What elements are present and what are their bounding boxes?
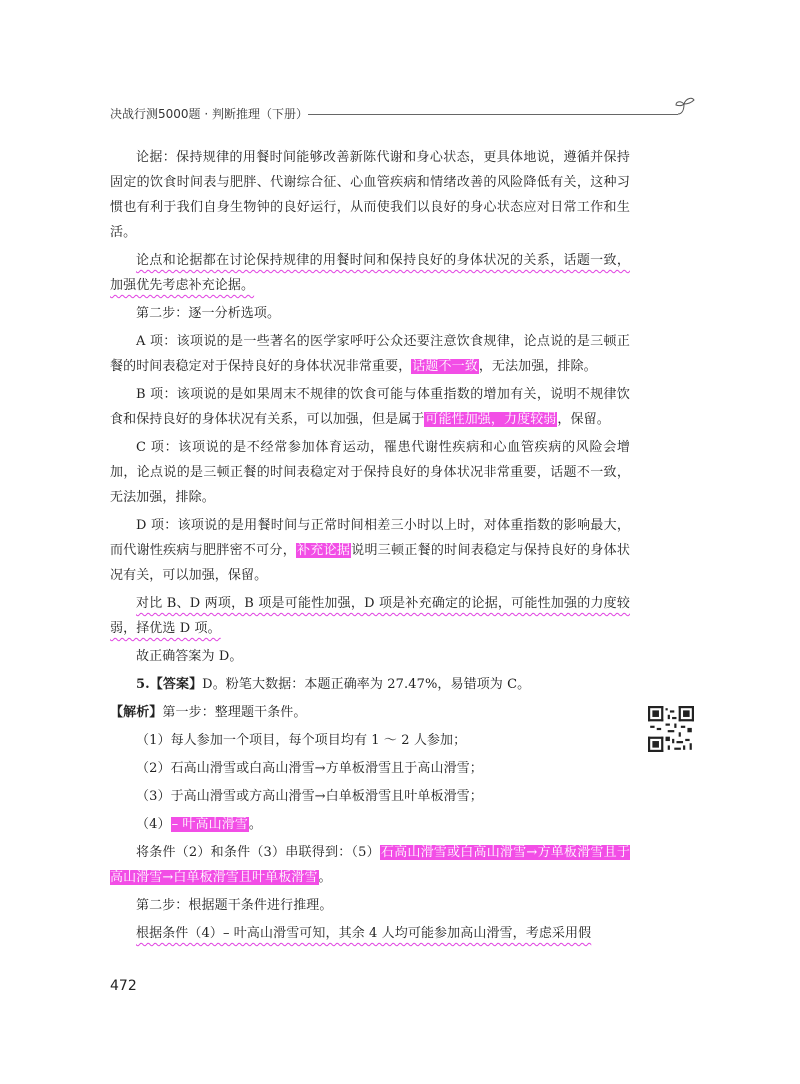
underlined-text: 对比 B、D 两项，B 项是可能性加强，D 项是补充确定的论据，可能性加强的力度较弱，择优选 D 项。 xyxy=(110,596,630,636)
page-number: 472 xyxy=(110,978,137,994)
option-a-analysis xyxy=(110,329,630,379)
text: ，无法加强，排除。 xyxy=(478,359,597,374)
text: 说明三顿正餐的时间表稳定与保持良好的身体状况有关，可以加强，保留。 xyxy=(110,543,630,583)
analysis-line xyxy=(110,700,630,725)
highlight: 石高山滑雪或白高山滑雪→方单板滑雪且于高山滑雪→白单板滑雪且叶单板滑雪 xyxy=(110,845,630,885)
condition-1: （1）每人参加一个项目，每个项目均有 1 ～ 2 人参加； xyxy=(136,733,467,748)
text: （4） xyxy=(136,817,171,832)
paragraph-emphasis xyxy=(110,591,630,641)
chain-condition xyxy=(110,840,630,890)
text: B 项：该项说的是如果周末不规律的饮食可能与体重指数的增加有关，说明不规律饮食和保持良好的身体状况有关系，可以加强，但是属于 xyxy=(110,387,630,427)
text: 。 xyxy=(318,870,332,885)
running-header: 决战行测5000题 · 判断推理（下册） xyxy=(110,107,308,121)
text: 将条件（2）和条件（3）串联得到：（5） xyxy=(136,845,380,860)
answer-label: 5.【答案】 xyxy=(136,677,203,692)
text: 。 xyxy=(248,817,263,832)
paragraph-emphasis xyxy=(110,921,630,946)
option-c-analysis: C 项：该项说的是不经常参加体育运动，罹患代谢性疾病和心血管疾病的风险会增加，论点说的是三顿正餐的时间表稳定对于保持良好的身体状况非常重要，话题不一致，无法加强，排除。 xyxy=(110,440,630,505)
answer-text: D。粉笔大数据：本题正确率为 27.47%，易错项为 C。 xyxy=(202,677,531,692)
underlined-text: 根据条件（4）– 叶高山滑雪可知，其余 4 人均可能参加高山滑雪，考虑采用假 xyxy=(136,926,592,941)
text: A 项：该项说的是一些著名的医学家呼吁公众还要注意饮食规律，论点说的是三顿正餐的时间表稳定对于保持良好的身体状况非常重要， xyxy=(110,334,630,374)
highlight: 可能性加强，力度较弱 xyxy=(425,412,557,427)
page-body xyxy=(110,145,630,949)
paragraph-emphasis xyxy=(110,248,630,298)
paragraph: 论据：保持规律的用餐时间能够改善新陈代谢和身心状态，更具体地说，遵循并保持固定的饮食时间表与肥胖、代谢综合征、心血管疾病和情绪改善的风险降低有关，这种习惯也有利于我们自身生物钟的良好运行，从而使我们以良好的身心状态应对日常工作和生活。 xyxy=(110,150,630,240)
paragraph: 第二步：根据题干条件进行推理。 xyxy=(136,898,333,913)
paragraph: 故正确答案为 D。 xyxy=(136,649,243,664)
highlight: – 叶高山滑雪 xyxy=(171,817,248,832)
highlight: 话题不一致 xyxy=(412,359,478,374)
underlined-text: 论点和论据都在讨论保持规律的用餐时间和保持良好的身体状况的关系，话题一致，加强优先考虑补充论据。 xyxy=(110,253,630,293)
condition-2: （2）石高山滑雪或白高山滑雪→方单板滑雪且于高山滑雪； xyxy=(136,761,483,776)
highlight: 补充论据 xyxy=(297,543,351,558)
text: ，保留。 xyxy=(557,412,610,427)
analysis-label: 【解析】 xyxy=(110,705,163,720)
paragraph: 第二步：逐一分析选项。 xyxy=(136,306,281,321)
sprout-icon xyxy=(672,92,698,118)
condition-3: （3）于高山滑雪或方高山滑雪→白单板滑雪且叶单板滑雪； xyxy=(136,789,483,804)
text: D 项：该项说的是用餐时间与正常时间相差三小时以上时，对体重指数的影响最大，而代谢性疾病与肥胖密不可分， xyxy=(110,518,630,558)
option-d-analysis xyxy=(110,513,630,588)
header-rule xyxy=(308,114,678,115)
answer-line xyxy=(110,672,630,697)
condition-4 xyxy=(110,812,630,837)
analysis-text: 第一步：整理题干条件。 xyxy=(162,705,307,720)
option-b-analysis xyxy=(110,382,630,432)
qr-code[interactable] xyxy=(648,706,694,752)
